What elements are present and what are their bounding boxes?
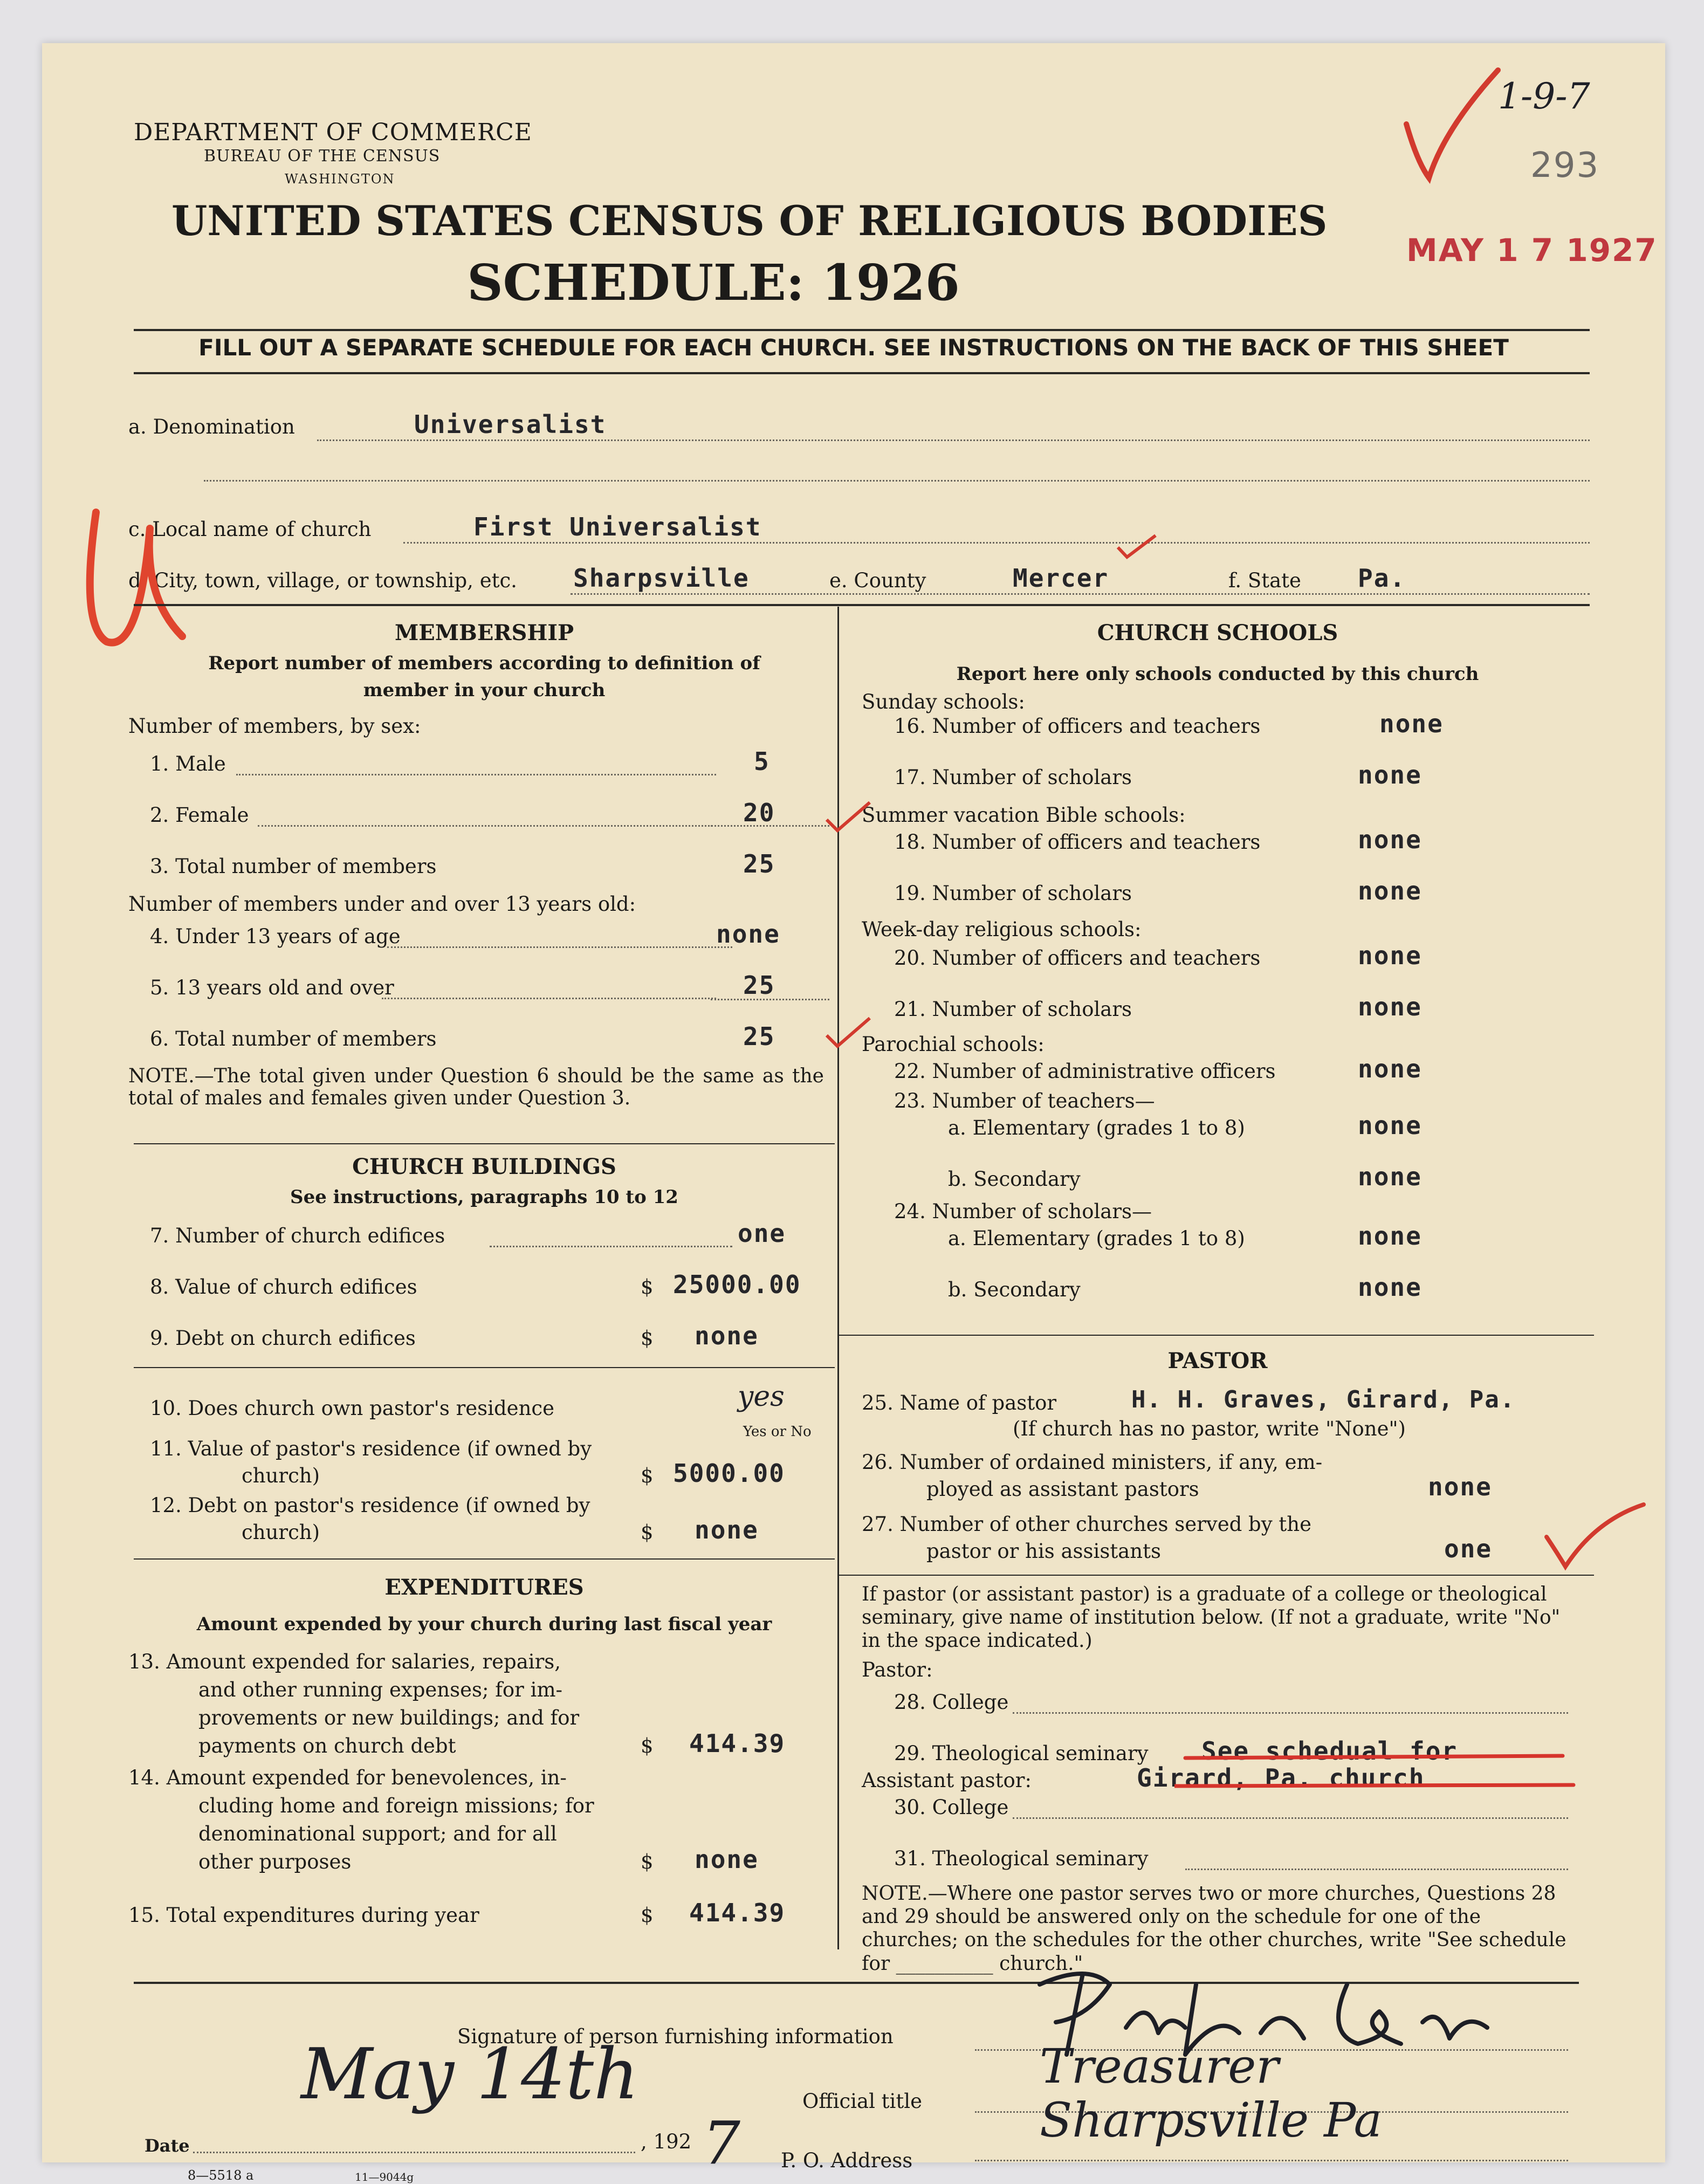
buildings-rule-2 [134,1558,835,1560]
official-title-label: Official title [802,2090,922,2113]
q19-value: none [1358,876,1422,905]
pastor-rule [839,1575,1594,1576]
by-sex-label: Number of members, by sex: [128,715,421,738]
q12-value: none [695,1515,759,1544]
q16-label: 16. Number of officers and teachers [894,715,1261,738]
q11-value: 5000.00 [673,1459,785,1488]
q14-value: none [695,1845,759,1874]
form-number: 8—5518 a [188,2168,254,2183]
q5-sum-line [711,999,829,1000]
q23a-value: none [1358,1111,1422,1140]
q21-label: 21. Number of scholars [894,998,1132,1021]
q2-dotline [258,825,716,827]
year-digit: 7 [703,2109,740,2178]
date-label: Date [145,2135,190,2156]
buildings-subheading: See instructions, paragraphs 10 to 12 [290,1186,678,1208]
schools-heading: CHURCH SCHOOLS [1097,620,1338,645]
q31-label: 31. Theological seminary [894,1847,1149,1870]
q2-label: 2. Female [150,803,249,827]
q7-label: 7. Number of church edifices [150,1224,445,1247]
q27-value: one [1444,1534,1493,1563]
denomination-dotline-2 [204,480,1590,482]
year-prefix: , 192 [641,2130,692,2153]
red-tick-icon [824,798,872,836]
q24a-label: a. Elementary (grades 1 to 8) [948,1227,1245,1250]
q4-value: none [716,919,780,949]
q30-label: 30. College [894,1796,1009,1819]
pastor-sub-label: Pastor: [862,1658,933,1681]
q28-dotline [1013,1712,1568,1714]
q14-dollar: $ [641,1850,654,1873]
state-value: Pa. [1358,564,1406,593]
q13-dollar: $ [641,1734,654,1757]
q9-label: 9. Debt on church edifices [150,1327,416,1350]
q26-value: none [1428,1472,1492,1501]
bureau-name: BUREAU OF THE CENSUS [204,147,441,166]
city-dotline [571,593,1590,595]
county-label: e. County [829,569,926,592]
q14-line-1: 14. Amount expended for benevolences, in- [128,1766,567,1789]
red-tick-icon [824,1014,872,1052]
q4-label: 4. Under 13 years of age [150,925,401,948]
q24-label: 24. Number of scholars— [894,1200,1152,1223]
q27-label-1: 27. Number of other churches served by the [862,1513,1311,1536]
weekday-schools-label: Week-day religious schools: [862,918,1142,941]
q20-label: 20. Number of officers and teachers [894,946,1261,970]
membership-note: NOTE.—The total given under Question 6 should be the same as the total of males and females given under Question 3. [128,1065,824,1109]
membership-rule [134,1143,835,1144]
membership-subheading-2: member in your church [363,679,606,701]
q26-label-2: ployed as assistant pastors [926,1478,1199,1501]
q23-label: 23. Number of teachers— [894,1089,1155,1112]
header-rule-top [134,329,1590,331]
po-address-dotline [975,2160,1568,2161]
q25-hint: (If church has no pastor, write "None") [1013,1417,1406,1440]
county-value: Mercer [1013,564,1109,593]
q13-value: 414.39 [689,1729,786,1758]
identity-rule [134,604,1590,606]
q2-value: 20 [743,798,775,827]
q6-value: 25 [743,1022,775,1051]
q8-value: 25000.00 [673,1270,801,1299]
q29-value-1: See schedual for [1201,1736,1458,1766]
q11-label-1: 11. Value of pastor's residence (if owned by [150,1437,592,1460]
schools-rule [839,1335,1594,1336]
signature-label: Signature of person furnishing information [457,2025,894,2048]
local-name-label: c. Local name of church [128,518,372,541]
schedule-title: SCHEDULE: 1926 [467,253,960,312]
header-rule-bottom [134,372,1590,374]
q8-dollar: $ [641,1275,654,1299]
q24b-label: b. Secondary [948,1278,1081,1301]
red-tick-icon [1115,531,1158,564]
q17-label: 17. Number of scholars [894,766,1132,789]
official-title-value: Treasurer [1040,2038,1279,2094]
q24b-value: none [1358,1273,1422,1302]
q5-label: 5. 13 years old and over [150,976,394,999]
q24a-value: none [1358,1221,1422,1251]
q18-value: none [1358,825,1422,854]
q19-label: 19. Number of scholars [894,882,1132,905]
q12-label-1: 12. Debt on pastor's residence (if owned by [150,1494,590,1517]
denomination-value: Universalist [414,410,607,439]
q9-value: none [695,1321,759,1350]
q29-value-2: Girard, Pa. church [1137,1763,1425,1792]
q13-line-4: payments on church debt [198,1734,456,1757]
q23b-label: b. Secondary [948,1167,1081,1191]
q11-dollar: $ [641,1464,654,1487]
q22-label: 22. Number of administrative officers [894,1060,1276,1083]
bureau-city: WASHINGTON [285,171,395,187]
sunday-schools-label: Sunday schools: [862,690,1025,713]
parochial-schools-label: Parochial schools: [862,1033,1045,1056]
by-age-label: Number of members under and over 13 years old: [128,892,636,916]
schools-subheading: Report here only schools conducted by this church [956,663,1479,685]
q8-label: 8. Value of church edifices [150,1275,417,1299]
received-date-stamp: MAY 1 7 1927 [1406,232,1658,269]
q1-label: 1. Male [150,752,226,775]
q25-value: H. H. Graves, Girard, Pa. [1131,1386,1516,1413]
q16-value: none [1379,709,1444,738]
buildings-heading: CHURCH BUILDINGS [352,1154,616,1179]
q13-line-1: 13. Amount expended for salaries, repairs, [128,1650,561,1673]
po-address-label: P. O. Address [781,2149,913,2172]
q12-label-2: church) [242,1521,320,1544]
red-checkmark-icon [1401,65,1509,189]
city-value: Sharpsville [573,564,750,593]
q7-dotline [490,1246,732,1247]
q15-label: 15. Total expenditures during year [128,1904,479,1927]
q13-line-2: and other running expenses; for im- [198,1678,563,1701]
local-name-value: First Universalist [473,512,762,541]
q1-dotline [236,774,716,775]
q10-value: yes [738,1381,785,1413]
q9-dollar: $ [641,1327,654,1350]
summer-schools-label: Summer vacation Bible schools: [862,803,1186,827]
red-strikeout [1174,1742,1584,1801]
denomination-label: a. Denomination [128,415,295,438]
q23a-label: a. Elementary (grades 1 to 8) [948,1116,1245,1139]
q13-line-3: provements or new buildings; and for [198,1706,580,1729]
pastor-heading: PASTOR [1167,1348,1268,1373]
date-dotline [193,2152,635,2153]
q10-label: 10. Does church own pastor's residence [150,1397,555,1420]
q14-line-2: cluding home and foreign missions; for [198,1794,594,1817]
po-address-value: Sharpsville Pa [1040,2092,1382,2148]
q7-value: one [738,1219,786,1248]
state-label: f. State [1228,569,1301,592]
census-schedule-sheet [42,43,1665,2183]
assistant-sub-label: Assistant pastor: [862,1769,1032,1792]
q17-value: none [1358,760,1422,789]
red-checkmark-icon [1541,1499,1649,1575]
buildings-rule-1 [134,1367,835,1368]
q23b-value: none [1358,1162,1422,1191]
denomination-dotline [317,439,1590,441]
q14-line-3: denominational support; and for all [198,1822,557,1845]
q31-dotline [1185,1869,1568,1870]
q15-dollar: $ [641,1904,654,1927]
fill-out-instruction: FILL OUT A SEPARATE SCHEDULE FOR EACH CHURCH. SEE INSTRUCTIONS ON THE BACK OF THIS SHEET [198,334,1509,361]
q5-dotline [382,998,716,999]
expenditures-heading: EXPENDITURES [384,1575,584,1600]
pastor-note: NOTE.—Where one pastor serves two or more churches, Questions 28 and 29 should be answered only on the schedule for one of the churches; on the schedules for the other churches, write "See schedule for __________ church." [862,1883,1566,1975]
q2-sum-line [711,825,829,827]
q26-label-1: 26. Number of ordained ministers, if any, em- [862,1451,1323,1474]
membership-heading: MEMBERSHIP [394,620,574,645]
q11-label-2: church) [242,1464,320,1487]
graduate-note: If pastor (or assistant pastor) is a graduate of a college or theological seminary, give name of institution below. (If not a graduate, write "No" in the space indicated.) [862,1583,1561,1652]
q14-line-4: other purposes [198,1850,352,1873]
q1-value: 5 [754,747,770,776]
q10-hint: Yes or No [743,1424,812,1440]
q18-label: 18. Number of officers and teachers [894,830,1261,854]
q20-value: none [1358,941,1422,970]
q6-label: 6. Total number of members [150,1027,437,1050]
q3-label: 3. Total number of members [150,855,437,878]
q30-dotline [1013,1817,1568,1819]
city-label: d. City, town, village, or township, etc. [128,569,517,592]
expenditures-subheading: Amount expended by your church during last fiscal year [196,1613,772,1635]
handwritten-code: 1-9-7 [1498,75,1590,117]
q27-label-2: pastor or his assistants [926,1540,1161,1563]
q25-label: 25. Name of pastor [862,1391,1057,1414]
q3-value: 25 [743,849,775,878]
q12-dollar: $ [641,1521,654,1544]
local-name-dotline [403,542,1590,544]
form-title: UNITED STATES CENSUS OF RELIGIOUS BODIES [171,197,1328,245]
membership-subheading-1: Report number of members according to definition of [208,653,760,674]
date-value: May 14th [301,2033,639,2115]
department-name: DEPARTMENT OF COMMERCE [134,119,532,146]
q28-label: 28. College [894,1691,1009,1714]
print-number: 11—9044g [355,2171,414,2183]
q21-value: none [1358,992,1422,1021]
q29-label: 29. Theological seminary [894,1742,1149,1765]
q15-value: 414.39 [689,1898,786,1927]
stamp-number: 293 [1530,146,1600,186]
q5-value: 25 [743,971,775,1000]
q4-dotline [387,946,732,948]
q22-value: none [1358,1054,1422,1083]
